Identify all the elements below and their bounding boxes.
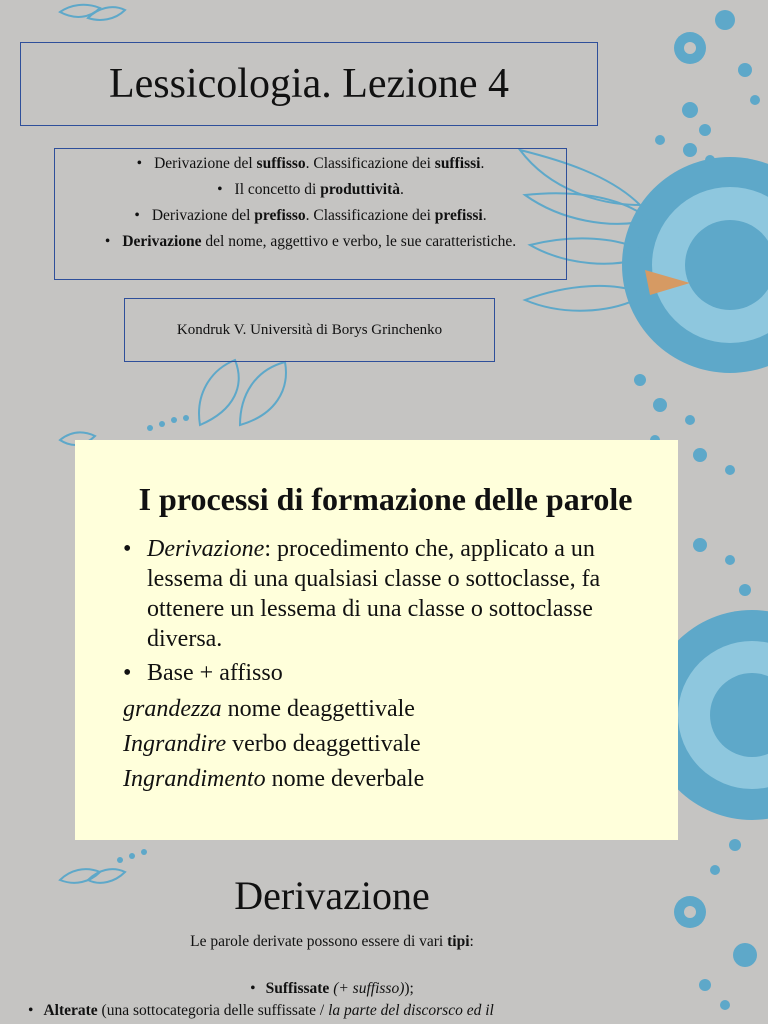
author-box (124, 298, 495, 362)
list-item: • Derivazione del suffisso. Classificazione dei suffissi. (63, 155, 558, 173)
leaf-icon (525, 286, 645, 311)
bullet-item: • Base + affisso (123, 658, 648, 688)
list-item: • Suffissate (+ suffisso)); (250, 980, 414, 997)
example-line: Ingrandire verbo deaggettivale (123, 731, 421, 757)
section-title: Derivazione (234, 873, 430, 918)
flower-icon (674, 896, 706, 928)
topics-box (54, 148, 567, 280)
title-box (20, 42, 598, 126)
list-item: • Derivazione del prefisso. Classificazione dei prefissi. (63, 207, 558, 225)
list-item: • Derivazione del nome, aggettivo e verbo, le sue caratteristiche. (63, 233, 558, 251)
slide-title: I processi di formazione delle parole (138, 481, 633, 517)
topics-list (63, 155, 558, 251)
author-text: Kondruk V. Università di Borys Grinchenko (176, 321, 443, 338)
slide-panel (75, 440, 678, 840)
page-title: Lessicologia. Lezione 4 (108, 61, 510, 107)
leaf-icon (88, 7, 125, 20)
leaf-icon (240, 362, 286, 425)
flower-icon (715, 10, 735, 30)
flower-icon (622, 157, 768, 373)
bullet-item: • Derivazione: procedimento che, applicato a un lessema di una qualsiasi classe o sottoclasse, fa ottenere un lessema di una classe o sottoclasse diversa. (123, 534, 648, 654)
flower-icon (733, 943, 757, 967)
list-item: • Alterate (una sottocategoria delle suffissate / la parte del discorsco ed il (28, 1002, 494, 1019)
example-line: grandezza nome deaggettivale (123, 696, 415, 722)
leaf-icon (60, 5, 100, 17)
intro-text: Le parole derivate possono essere di vari tipi: (190, 933, 474, 950)
flower-icon (674, 32, 706, 64)
list-item: • Il concetto di produttività. (63, 181, 558, 199)
leaf-icon (199, 360, 239, 425)
example-line: Ingrandimento nome deverbale (123, 766, 425, 792)
